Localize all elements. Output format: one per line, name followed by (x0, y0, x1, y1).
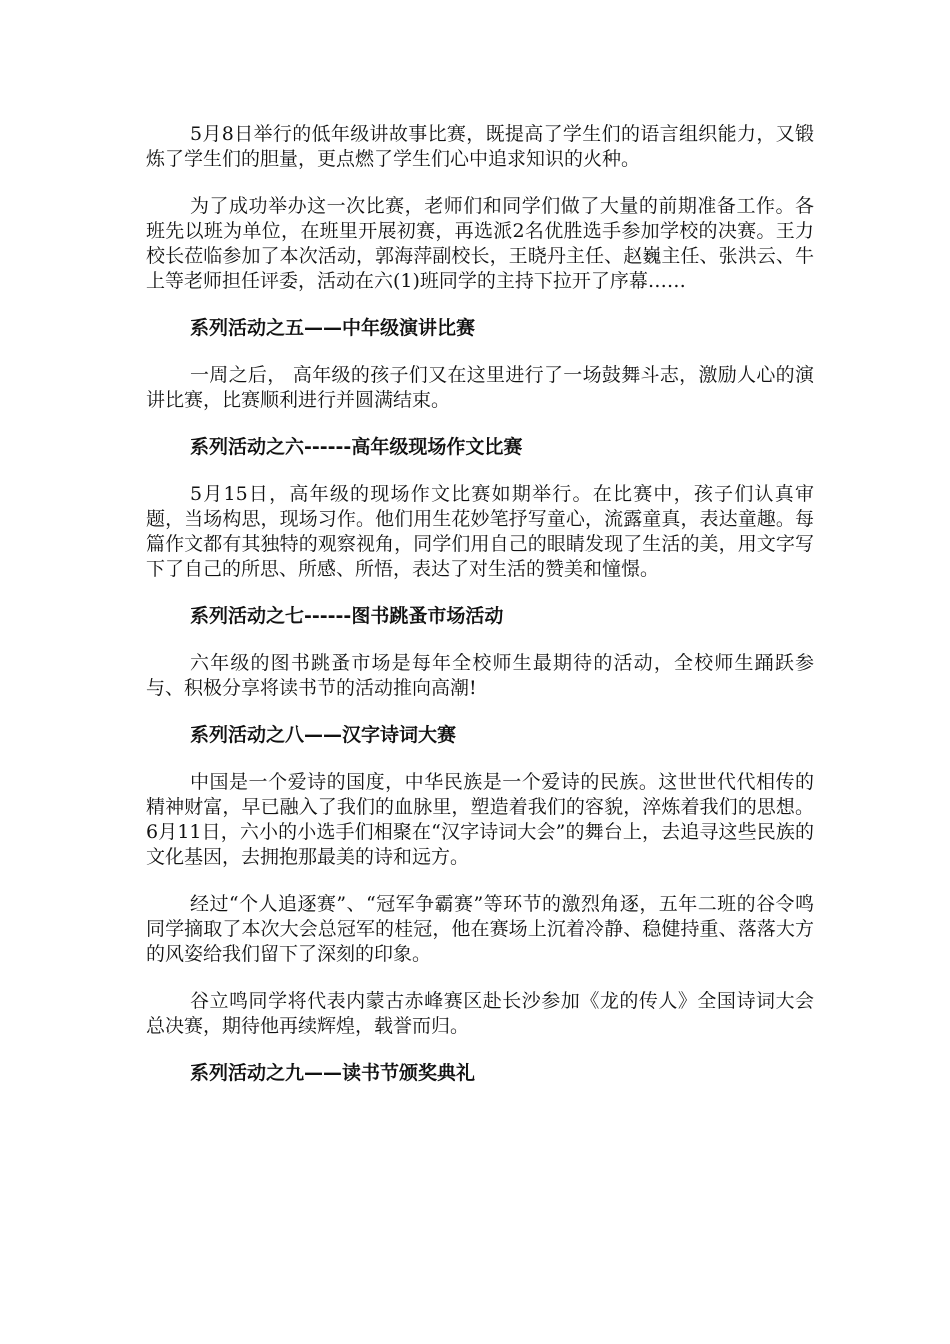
paragraph-poetry-finals: 谷立鸣同学将代表内蒙古赤峰赛区赴长沙参加《龙的传人》全国诗词大会总决赛，期待他再续辉煌，载誉而归。 (146, 990, 814, 1037)
paragraph-book-market: 六年级的图书跳蚤市场是每年全校师生最期待的活动，全校师生踊跃参与、积极分享将读书节的活动推向高潮! (146, 652, 814, 699)
paragraph-contest-preparation: 为了成功举办这一次比赛，老师们和同学们做了大量的前期准备工作。各班先以班为单位，在班里开展初赛，再选派2名优胜选手参加学校的决赛。王力校长莅临参加了本次活动，郭海萍副校长，王晓丹主任、赵巍主任、张洪云、牛上等老师担任评委，活动在六(1)班同学的主持下拉开了序幕…… (146, 195, 814, 292)
paragraph-poetry-intro: 中国是一个爱诗的国度，中华民族是一个爱诗的民族。这世世代代相传的精神财富，早已融入了我们的血脉里，塑造着我们的容貌，淬炼着我们的思想。6月11日，六小的小选手们相聚在“汉字诗词大会”的舞台上，去追寻这些民族的文化基因，去拥抱那最美的诗和远方。 (146, 771, 814, 868)
document-body (146, 122, 814, 1108)
paragraph-story-contest: 5月8日举行的低年级讲故事比赛，既提高了学生们的语言组织能力，又锻炼了学生们的胆量，更点燃了学生们心中追求知识的火种。 (146, 123, 814, 170)
paragraph-writing-contest: 5月15日，高年级的现场作文比赛如期举行。在比赛中，孩子们认真审题，当场构思，现场习作。他们用生花妙笔抒写童心，流露童真，表达童趣。每篇作文都有其独特的观察视角，同学们用自己的眼睛发现了生活的美，用文字写下了自己的所思、所感、所悟，表达了对生活的赞美和憧憬。 (146, 483, 814, 580)
heading-activity-8: 系列活动之八——汉字诗词大赛 (190, 724, 457, 746)
heading-activity-9: 系列活动之九——读书节颁奖典礼 (190, 1062, 476, 1084)
heading-activity-7: 系列活动之七------图书跳蚤市场活动 (190, 605, 504, 627)
heading-activity-6: 系列活动之六------高年级现场作文比赛 (190, 436, 523, 458)
paragraph-poetry-winner: 经过“个人追逐赛”、“冠军争霸赛”等环节的激烈角逐，五年二班的谷令鸣同学摘取了本次大会总冠军的桂冠，他在赛场上沉着冷静、稳健持重、落落大方的风姿给我们留下了深刻的印象。 (146, 893, 814, 965)
paragraph-speech-contest: 一周之后， 高年级的孩子们又在这里进行了一场鼓舞斗志，激励人心的演讲比赛，比赛顺利进行并圆满结束。 (146, 364, 814, 411)
heading-activity-5: 系列活动之五——中年级演讲比赛 (190, 317, 476, 339)
